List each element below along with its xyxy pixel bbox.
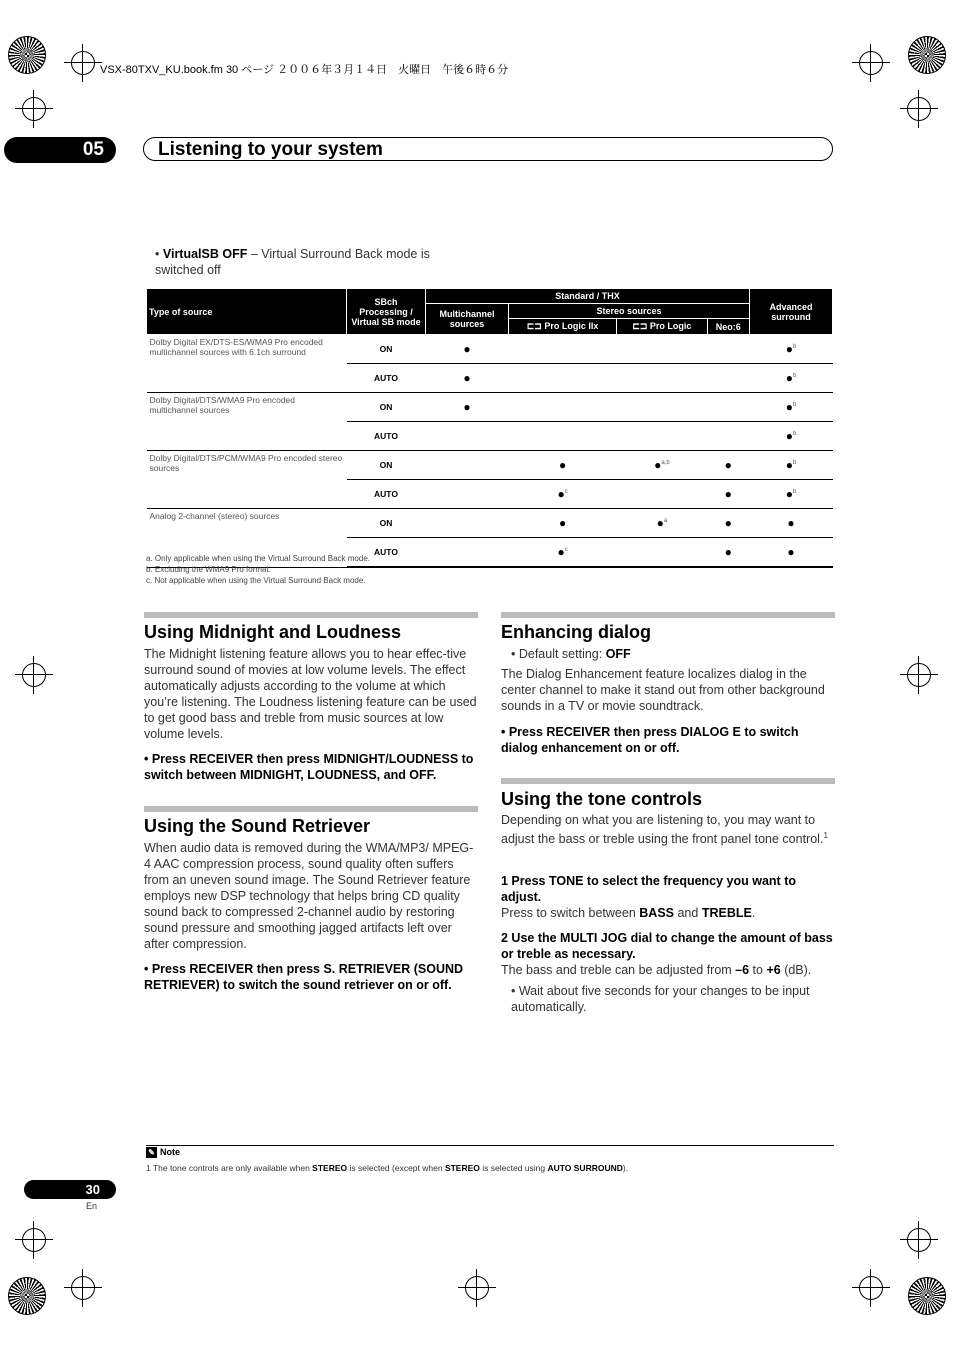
midnight-step: • Press RECEIVER then press MIDNIGHT/LOUDNESS to switch between MIDNIGHT, LOUDNESS, and OFF. [144,752,474,782]
mode-cell: AUTO [347,538,426,568]
note-stereo-2: STEREO [444,1163,480,1173]
dot-mark: ● [557,487,565,501]
mark-cell-multi [426,509,509,538]
dot-footnote-ref: b [792,489,797,495]
mark-cell-multi [426,364,509,393]
mark-cell-adv [750,393,833,422]
note-text-c: is selected using [479,1163,548,1173]
dot-mark: ● [785,400,793,414]
registration-starburst-top-left [8,36,46,74]
tone-step-1-end: . [751,906,756,920]
tone-body-footnote-ref: 1 [823,831,828,840]
intro-bullet-text: – Virtual Surround Back mode is switched off [155,247,430,277]
dot-footnote-ref: c [564,547,568,553]
mode-cell: AUTO [347,364,426,393]
dot-mark: ● [724,458,732,472]
header-sbch: SBch Processing / Virtual SB mode [347,289,426,335]
mark-cell-adv [750,422,833,451]
mark-cell-neo [707,422,749,451]
section-title-midnight: Using Midnight and Loudness [144,622,401,642]
chapter-number: 05 [4,137,116,163]
dot-mark: ● [656,516,664,530]
note-auto-surround: AUTO SURROUND [547,1163,623,1173]
note-text [146,1163,628,1173]
dialog-body: The Dialog Enhancement feature localizes dialog in the center channel to make it stand out from other background sounds in a TV or movie soundtrack. [501,667,825,713]
crosshair-mark [22,1228,46,1252]
header-stereo-sources: Stereo sources [509,304,750,319]
note-text-a: 1 The tone controls are only available when [146,1163,313,1173]
section-title-tone: Using the tone controls [501,789,703,809]
dot-footnote-ref: b [792,344,797,350]
dot-mark: ● [463,400,471,414]
mark-cell-adv [750,509,833,538]
mode-cell: AUTO [347,480,426,509]
mark-cell-neo [707,538,749,568]
retriever-body: When audio data is removed during the WMA/MP3/ MPEG-4 AAC compression process, sound quality often suffers from an uneven sound image. The Sound Retriever feature employs new DSP technology that helps bring CD quality sound back to compressed 2-channel audio by restoring sound pressure and smoothing jagged artifacts left over after compression. [144,841,474,951]
note-pencil-icon: ✎ [146,1147,157,1158]
source-type-cell: Analog 2-channel (stereo) sources [147,509,347,568]
page-number: 30 [24,1180,116,1199]
section-bar [501,778,835,784]
tone-step-2-text [501,962,835,978]
registration-starburst-bottom-right [908,1277,946,1315]
tone-step-2-text-a: The bass and treble can be adjusted from [501,963,736,977]
dot-footnote-ref: a [663,518,668,524]
mark-cell-pl2x [509,509,617,538]
table-row [147,509,833,538]
footnote: c. Not applicable when using the Virtual Surround Back mode. [146,576,366,585]
mark-cell-pl [617,509,707,538]
footnote: b. Excluding the WMA9 Pro format. [146,565,271,574]
tone-step-1-text [501,905,835,921]
registration-starburst-top-right [908,36,946,74]
dot-mark: ● [558,458,567,472]
tone-min: –6 [735,963,750,977]
tone-body [501,812,835,847]
mark-cell-multi [426,422,509,451]
dot-mark: ● [558,516,567,530]
dot-footnote-ref: b [792,431,797,437]
mode-cell: ON [347,393,426,422]
tone-step-2-end: (dB). [780,963,812,977]
mark-cell-adv [750,335,833,364]
dialog-default-value: OFF [605,647,631,661]
mark-cell-neo [707,335,749,364]
mode-cell: AUTO [347,422,426,451]
header-standard-thx: Standard / THX [426,289,750,304]
note-label [146,1147,180,1158]
mark-cell-multi [426,480,509,509]
mark-cell-pl [617,451,707,480]
mode-cell: ON [347,451,426,480]
mark-cell-neo [707,509,749,538]
dot-mark: ● [785,429,793,443]
tone-max: +6 [766,963,781,977]
dot-footnote-ref: c [564,489,568,495]
dialog-default [511,646,831,662]
dot-footnote-ref: b [792,402,797,408]
retriever-step: • Press RECEIVER then press S. RETRIEVER (SOUND RETRIEVER) to switch the sound retriever on or off. [144,962,464,992]
crosshair-mark [859,1276,883,1300]
mark-cell-pl2x [509,480,617,509]
print-file-header: VSX-80TXV_KU.book.fm 30 ページ ２００６年３月１４日 火曜日 午後６時６分 [100,64,509,76]
note-text-d: ). [622,1163,629,1173]
mode-cell: ON [347,335,426,364]
mark-cell-adv [750,451,833,480]
source-type-cell: Dolby Digital/DTS/PCM/WMA9 Pro encoded stereo sources [147,451,347,509]
mark-cell-neo [707,393,749,422]
dot-mark: ● [787,516,795,530]
crosshair-mark [22,663,46,687]
tone-step-2-bullet: • Wait about five seconds for your changes to be input automatically. [511,984,810,1014]
mark-cell-multi [426,335,509,364]
source-type-cell: Dolby Digital/DTS/WMA9 Pro encoded multichannel sources [147,393,347,451]
dot-mark: ● [724,545,732,559]
mark-cell-pl2x [509,364,617,393]
midnight-body: The Midnight listening feature allows you to hear effec-tive surround sound of movies at low volume levels. The effect automatically adjusts according to the volume at which you’re listening. The Loudness listening feature can be used to get good bass and treble from music sources at low volume levels. [144,647,477,741]
mark-cell-pl [617,335,707,364]
header-pl2x: ⊏⊐ Pro Logic IIx [509,319,617,335]
mark-cell-neo [707,364,749,393]
dot-mark: ● [463,371,471,385]
dot-mark: ● [787,545,795,559]
source-mode-table [146,288,833,568]
note-label-text: Note [160,1147,180,1157]
header-multichannel: Multichannel sources [426,304,509,335]
tone-and: and [674,906,702,920]
footnote: a. Only applicable when using the Virtual Surround Back mode. [146,554,370,563]
mark-cell-pl [617,364,707,393]
source-type-cell: Dolby Digital EX/DTS-ES/WMA9 Pro encoded multichannel sources with 6.1ch surround [147,335,347,393]
mark-cell-pl2x [509,335,617,364]
mark-cell-pl2x [509,393,617,422]
dot-mark: ● [724,516,732,530]
tone-step-1: 1 Press TONE to select the frequency you want to adjust. [501,874,796,904]
page-language: En [86,1201,98,1211]
dot-mark: ● [785,371,793,385]
dot-footnote-ref: b [792,373,797,379]
mark-cell-pl2x [509,422,617,451]
mark-cell-pl2x [509,451,617,480]
mark-cell-pl [617,480,707,509]
tone-treble: TREBLE [701,906,752,920]
dot-mark: ● [785,487,793,501]
header-pl: ⊏⊐ Pro Logic [617,319,707,335]
crosshair-mark [465,1276,489,1300]
tone-step-2: 2 Use the MULTI JOG dial to change the amount of bass or treble as necessary. [501,931,833,961]
mark-cell-pl [617,538,707,568]
tone-body-text: Depending on what you are listening to, you may want to adjust the bass or treble using the front panel tone control. [501,813,824,847]
crosshair-mark [71,1276,95,1300]
crosshair-mark [907,663,931,687]
intro-bullet: • VirtualSB OFF – Virtual Surround Back mode is switched off [155,247,430,277]
mark-cell-adv [750,364,833,393]
tone-step-1-text-a: Press to switch between [501,906,640,920]
dot-mark: ● [724,487,732,501]
note-text-b: is selected (except when [347,1163,445,1173]
chapter-title: Listening to your system [143,137,833,161]
table-row [147,451,833,480]
dot-footnote-ref: a,b [661,460,670,466]
table-footnotes [146,553,370,586]
dot-mark: ● [557,545,565,559]
dot-mark: ● [463,342,471,356]
registration-starburst-bottom-left [8,1277,46,1315]
mark-cell-pl [617,393,707,422]
crosshair-mark [907,1228,931,1252]
mark-cell-adv [750,538,833,568]
dot-footnote-ref: b [792,460,797,466]
mark-cell-multi [426,451,509,480]
header-neo6: Neo:6 [707,319,749,335]
table-row [147,335,833,364]
tone-bass: BASS [639,906,674,920]
header-type-of-source: Type of source [147,289,347,335]
header-advanced: Advanced surround [750,289,833,335]
mark-cell-multi [426,393,509,422]
section-title-dialog: Enhancing dialog [501,622,652,642]
crosshair-mark [859,51,883,75]
dot-mark: ● [654,458,662,472]
section-title-retriever: Using the Sound Retriever [144,816,371,836]
note-stereo-1: STEREO [312,1163,348,1173]
section-bar [501,612,835,618]
tone-to: to [749,963,767,977]
table-body [147,335,833,568]
mark-cell-pl [617,422,707,451]
dot-mark: ● [785,342,793,356]
table-row [147,393,833,422]
dialog-default-label: • Default setting: [511,647,606,661]
mark-cell-adv [750,480,833,509]
section-bar [144,612,478,618]
mark-cell-neo [707,451,749,480]
intro-bullet-term: VirtualSB OFF [162,247,248,261]
crosshair-mark [71,51,95,75]
dialog-step: • Press RECEIVER then press DIALOG E to switch dialog enhancement on or off. [501,725,799,755]
section-bar [144,806,478,812]
mode-cell: ON [347,509,426,538]
mark-cell-multi [426,538,509,568]
note-divider [146,1145,834,1146]
dot-mark: ● [785,458,793,472]
crosshair-mark [22,97,46,121]
crosshair-mark [907,97,931,121]
mark-cell-neo [707,480,749,509]
mark-cell-pl2x [509,538,617,568]
